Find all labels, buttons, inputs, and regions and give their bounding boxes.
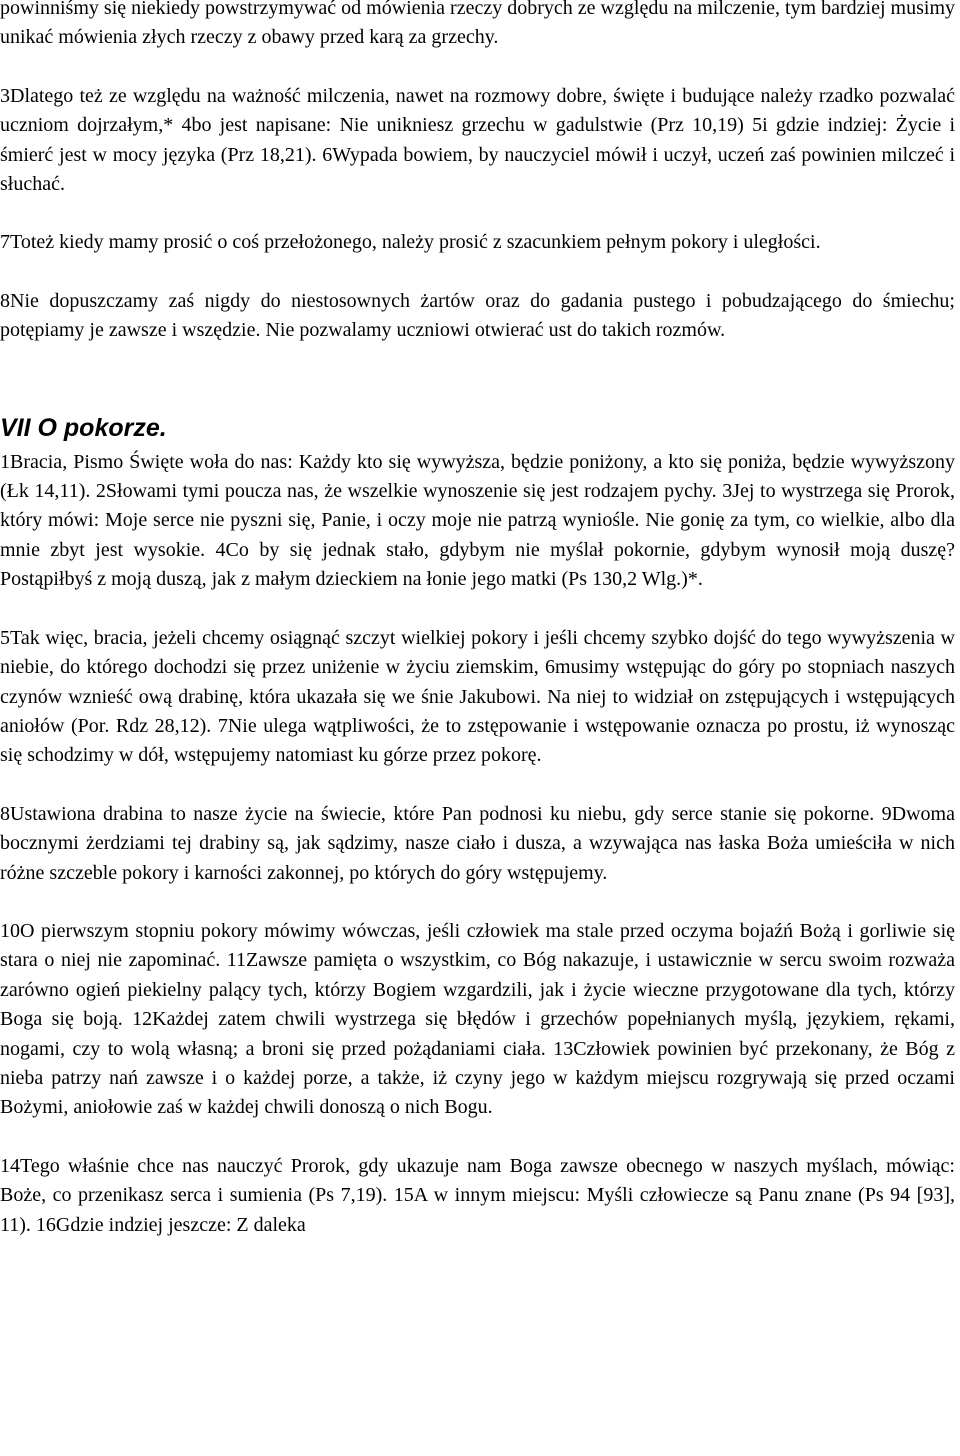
paragraph: 1Bracia, Pismo Święte woła do nas: Każdy kto się wywyższa, będzie poniżony, a kto się poniża, będzie wywyższony (Łk 14,11). 2Słowami tymi poucza nas, że wszelkie wynoszenie się jest rodzajem pychy. 3Jej to wystrzega się Prorok, który mówi: Moje serce nie pyszni się, Panie, i oczy moje nie patrzą wyniośle. Nie gonię za tym, co wielkie, albo dla mnie zbyt jest wysokie. 4Co by się jednak stało, gdybym nie myślał pokornie, gdybym wynosił moją duszę? Postąpiłbyś z moją duszą, jak z małym dzieckiem na łonie jego matki (Ps 130,2 Wlg.)*. (0, 450, 955, 591)
paragraph-gap (0, 595, 955, 624)
paragraph-gap (0, 199, 955, 228)
paragraph: 3Dlatego też ze względu na ważność milczenia, nawet na rozmowy dobre, święte i budujące należy rzadko pozwalać uczniom dojrzałym,* 4bo jest napisane: Nie unikniesz grzechu w gadulstwie (Prz 10,19) 5i gdzie indziej: Życie i śmierć jest w mocy języka (Prz 18,21). 6Wypada bowiem, by nauczyciel mówił i uczył, uczeń zaś powinien milczeć i słuchać. (0, 84, 955, 196)
section-gap (0, 346, 955, 404)
paragraph-gap (0, 258, 955, 287)
paragraph: 7Toteż kiedy mamy prosić o coś przełożonego, należy prosić z szacunkiem pełnym pokory i uległości. (0, 231, 821, 254)
paragraph: 8Nie dopuszczamy zaś nigdy do niestosownych żartów oraz do gadania pustego i pobudzającego do śmiechu; potępiamy je zawsze i wszędzie. Nie pozwalamy uczniowi otwierać ust do takich rozmów. (0, 289, 955, 342)
paragraph: 5Tak więc, bracia, jeżeli chcemy osiągnąć szczyt wielkiej pokory i jeśli chcemy szybko dojść do tego wywyższenia w niebie, do którego dochodzi się przez uniżenie w życiu ziemskim, 6musimy wstępując do góry po stopniach naszych czynów wznieść ową drabinę, która ukazała się we śnie Jakubowi. Na niej to widział on zstępujących i wstępujących aniołów (Por. Rdz 28,12). 7Nie ulega wątpliwości, że to zstępowanie i wstępowanie oznacza po prostu, iż wynosząc się schodzimy w dół, wstępujemy natomiast ku górze przez pokorę. (0, 626, 955, 767)
paragraph-gap (0, 53, 955, 82)
paragraph: 10O pierwszym stopniu pokory mówimy wówczas, jeśli człowiek ma stale przed oczyma bojaźń Bożą i gorliwie się stara o niej nie zapominać. 11Zawsze pamięta o wszystkim, co Bóg nakazuje, i ustawicznie w sercu swoim rozważa zarówno ogień piekielny palący tych, którzy Bogiem wzgardzili, jak i życie wieczne przygotowane dla tych, którzy Boga się boją. 12Każdej zatem chwili wystrzega się błędów i grzechów popełnianych myślą, językiem, rękami, nogami, czy to wolą własną; a broni się przed pożądaniami ciała. 13Człowiek powinien być przekonany, że Bóg z nieba patrzy nań zawsze i o każdej porze, a także, iż czyny jego w każdym miejscu rozgrywają się przed oczami Bożymi, aniołowie zaś w każdej chwili donoszą o nich Bogu. (0, 919, 955, 1119)
section-heading: VII O pokorze. (0, 413, 167, 442)
paragraph: 14Tego właśnie chce nas nauczyć Prorok, gdy ukazuje nam Boga zawsze obecnego w naszych myślach, mówiąc: Boże, co przenikasz serca i sumienia (Ps 7,19). 15A w innym miejscu: Myśli człowiecze są Panu znane (Ps 94 [93], 11). 16Gdzie indziej jeszcze: Z daleka (0, 1154, 955, 1236)
paragraph-gap (0, 1123, 955, 1152)
paragraph: 8Ustawiona drabina to nasze życie na świecie, które Pan podnosi ku niebu, gdy serce stanie się pokorne. 9Dwoma bocznymi żerdziami tej drabiny są, jak sądzimy, nasze ciało i dusza, a wzywająca nas łaska Boża umieściła w nich różne szczeble pokory i karności zakonnej, po których do góry wstępujemy. (0, 802, 955, 884)
paragraph-gap (0, 888, 955, 917)
paragraph: powinniśmy się niekiedy powstrzymywać od mówienia rzeczy dobrych ze względu na milczenie, tym bardziej musimy unikać mówienia złych rzeczy z obawy przed karą za grzechy. (0, 0, 955, 49)
paragraph-gap (0, 771, 955, 800)
